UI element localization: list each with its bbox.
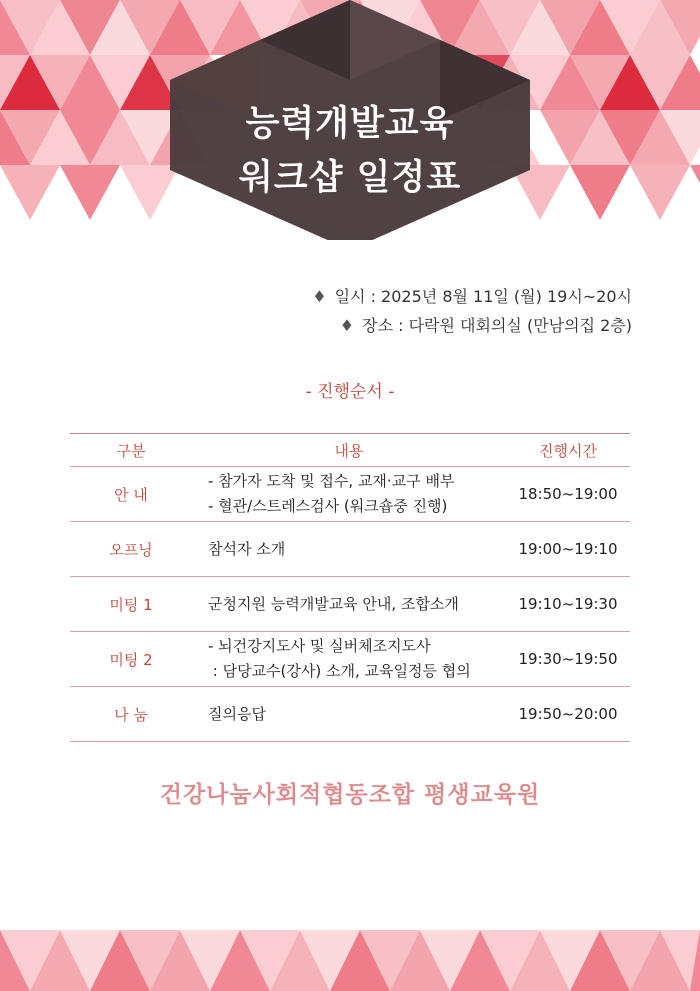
row-content (192, 522, 506, 577)
table-header-row (70, 434, 630, 467)
row-time: 19:10~19:30 (506, 577, 630, 632)
date-info (312, 284, 632, 307)
diamond-icon: ♦ (312, 287, 327, 306)
row-category: 미팅 1 (70, 577, 192, 632)
title-line-1: 능력개발교육 (245, 104, 455, 144)
row-content (192, 632, 506, 687)
content-line: - 혈관/스트레스검사 (워크숍중 진행) (208, 497, 448, 515)
table-row (70, 687, 630, 742)
diamond-icon: ♦ (339, 316, 355, 335)
header-category: 구분 (70, 434, 192, 467)
row-time: 19:30~19:50 (506, 632, 630, 687)
row-time: 18:50~19:00 (506, 467, 630, 522)
triangle-pattern-bottom (0, 900, 700, 991)
table-row (70, 522, 630, 577)
organization-name: 건강나눔사회적협동조합 평생교육원 (159, 782, 541, 808)
row-category: 미팅 2 (70, 632, 192, 687)
table-row (70, 577, 630, 632)
date-text: 일시 : 2025년 8월 11일 (월) 19시~20시 (334, 287, 632, 306)
header-content: 내용 (192, 434, 506, 467)
row-content (192, 467, 506, 522)
venue-info (340, 313, 632, 336)
venue-text: 장소 : 다락원 대회의실 (만남의집 2층) (362, 316, 632, 335)
content-line: 질의응답 (208, 704, 266, 723)
row-content (192, 577, 506, 632)
title-line-2: 워크샵 일정표 (238, 158, 462, 198)
header-time: 진행시간 (506, 434, 630, 467)
row-time: 19:50~20:00 (506, 687, 630, 742)
section-title: - 진행순서 - (305, 382, 395, 402)
schedule-table (70, 433, 630, 742)
row-content (192, 687, 506, 742)
content-line: - 참가자 도착 및 접수, 교재·교구 배부 (208, 472, 455, 490)
content-line: - 뇌건강지도사 및 실버체조지도사 (208, 637, 431, 655)
table-row (70, 632, 630, 687)
row-category: 안 내 (70, 467, 192, 522)
table-row (70, 467, 630, 522)
content-line: 군청지원 능력개발교육 안내, 조합소개 (208, 594, 459, 613)
content-line: : 담당교수(강사) 소개, 교육일정등 협의 (208, 662, 471, 680)
row-category: 오프닝 (70, 522, 192, 577)
row-time: 19:00~19:10 (506, 522, 630, 577)
row-category: 나 눔 (70, 687, 192, 742)
content-line: 참석자 소개 (208, 539, 286, 558)
